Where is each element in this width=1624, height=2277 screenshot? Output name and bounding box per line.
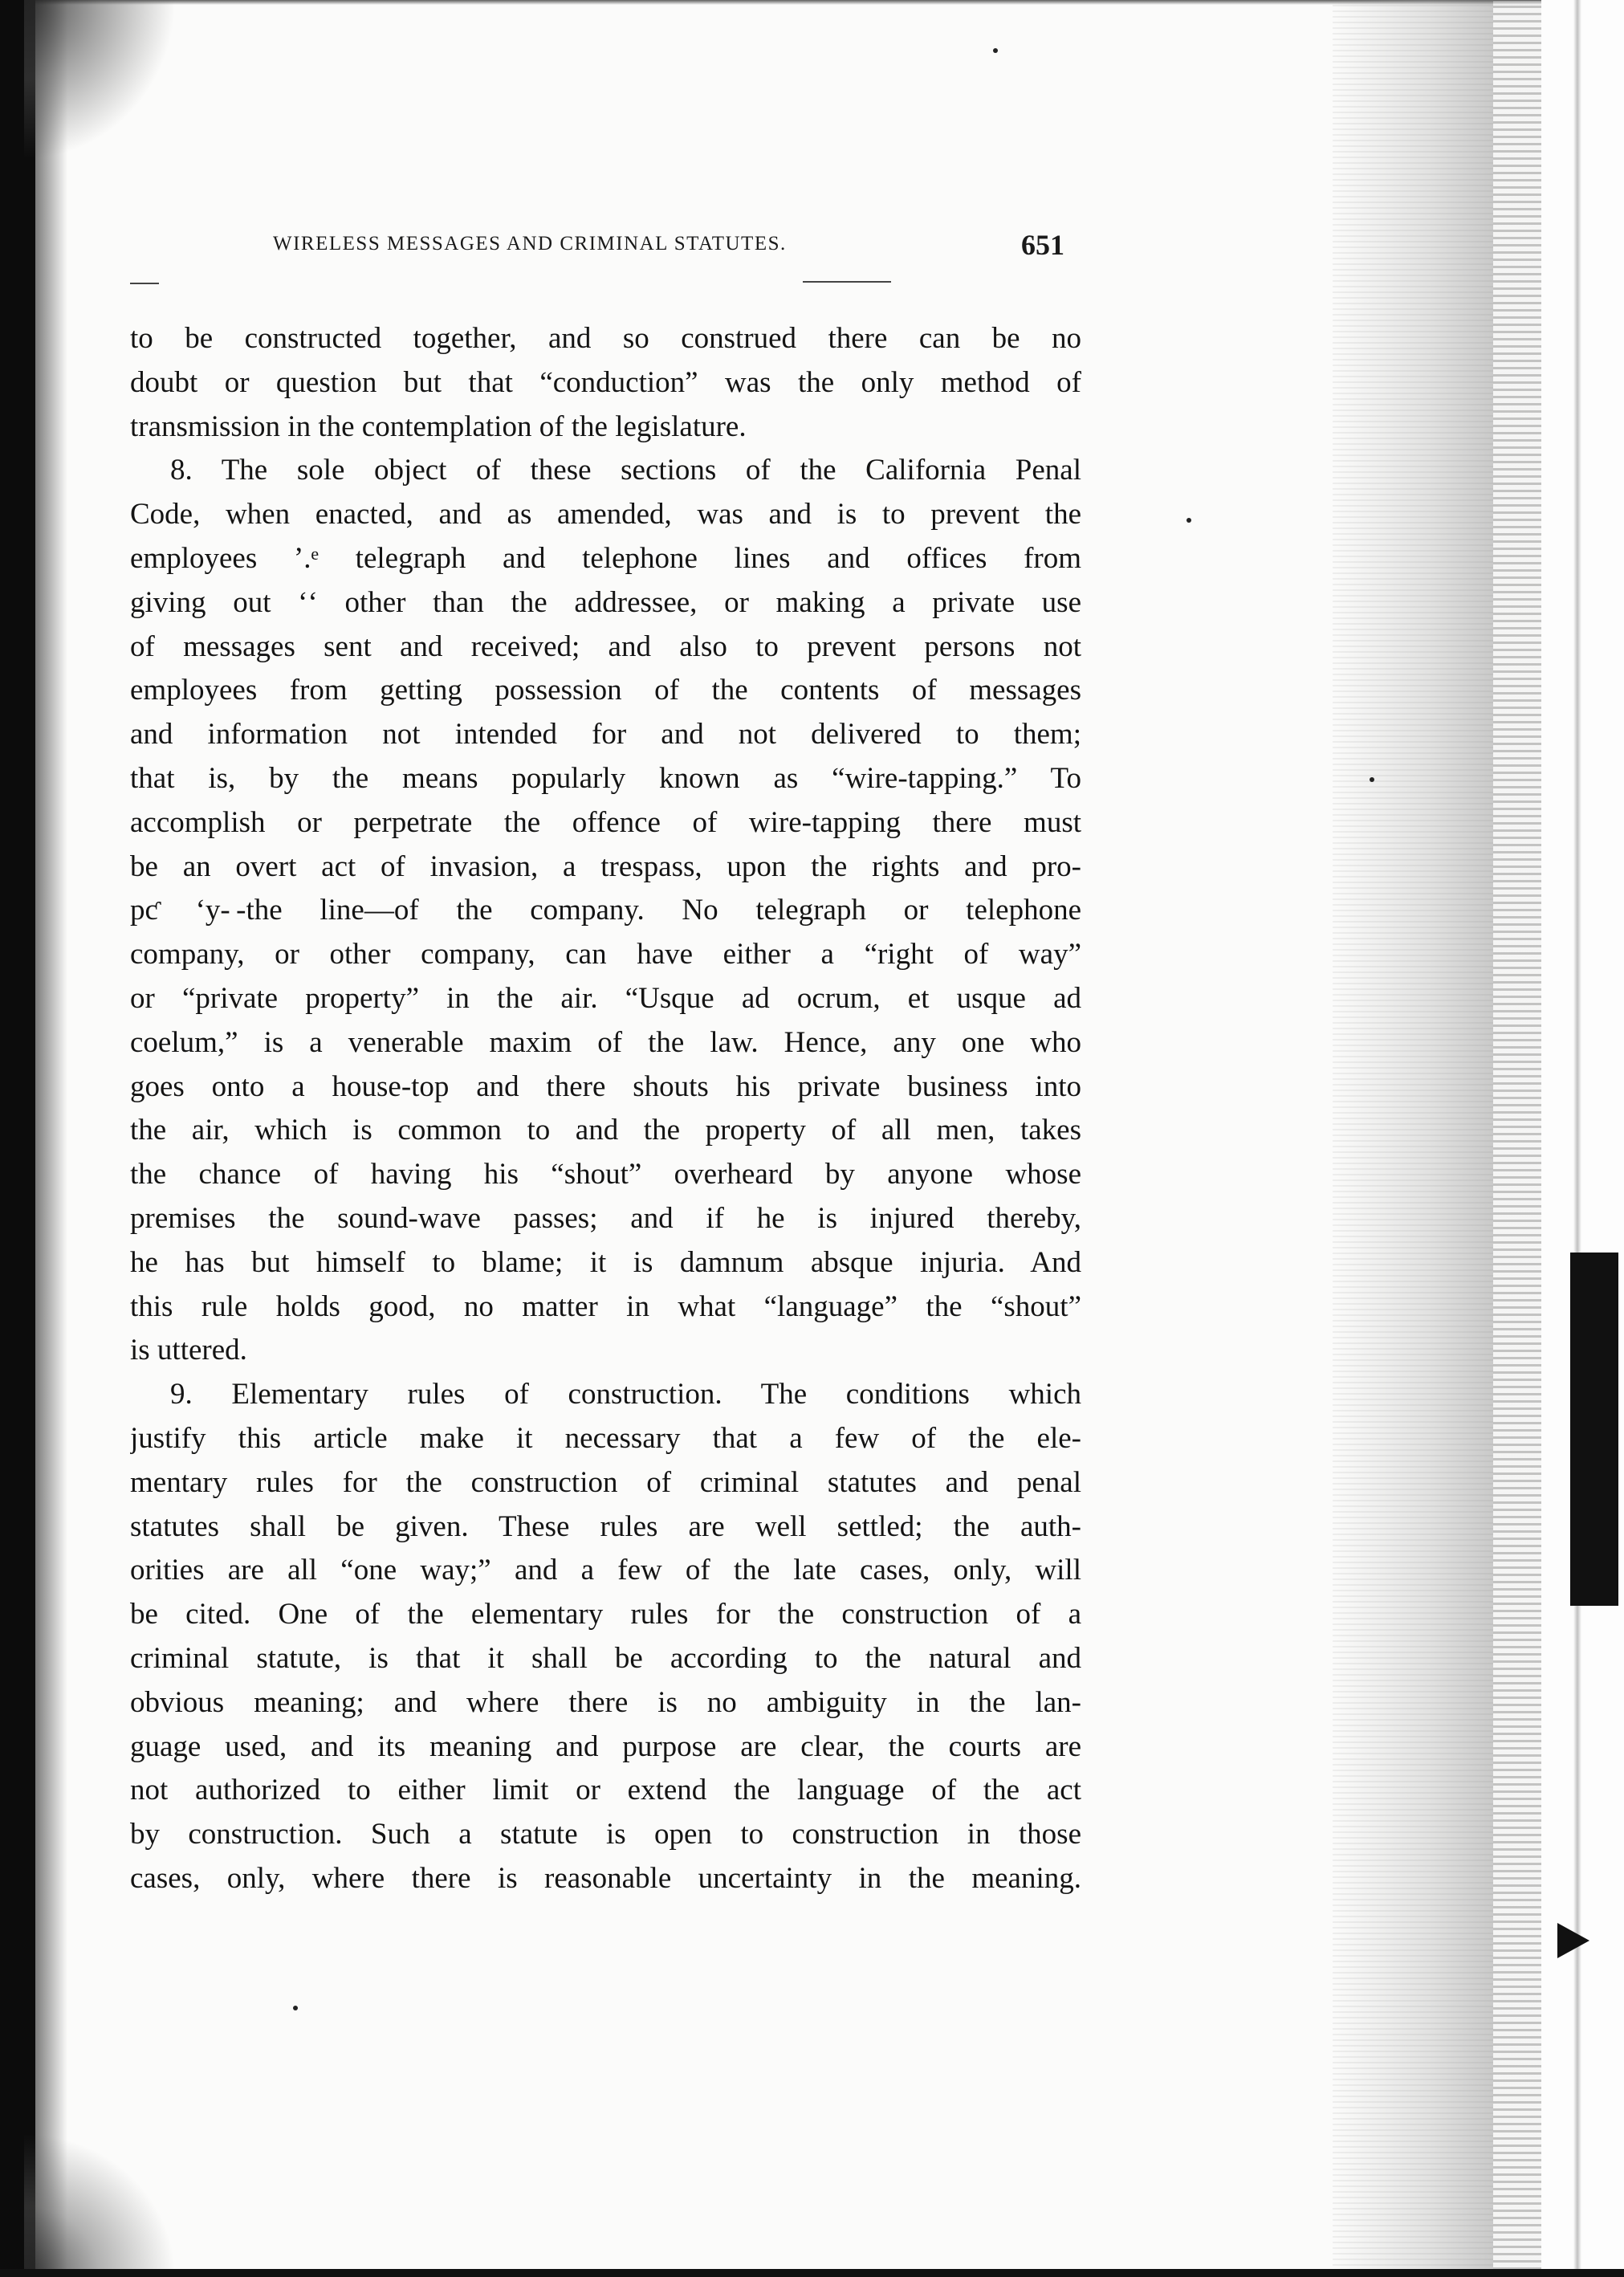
paragraph-continuation	[130, 317, 1081, 449]
text-line: orities are all “one way;” and a few of the late cases, only, will	[130, 1554, 1081, 1587]
text-line: statutes shall be given. These rules are well settled; the auth-	[130, 1509, 1081, 1543]
scan-corner-smudge-top	[24, 0, 177, 161]
text-line: pƈ ‘y- -the line—of the company. No telegraph or telephone	[130, 894, 1081, 927]
paragraph-section-9	[130, 1373, 1081, 1901]
text-line: 9. Elementary rules of construction. The conditions which	[170, 1378, 1081, 1411]
paragraph-section-8	[130, 449, 1081, 1373]
text-line: 8. The sole object of these sections of the California Penal	[170, 454, 1081, 487]
text-line: coelum,” is a venerable maxim of the law. Hence, any one who	[130, 1025, 1081, 1059]
text-line: transmission in the contemplation of the legislature.	[130, 409, 747, 443]
text-line: criminal statute, is that it shall be according to the natural and	[130, 1641, 1081, 1675]
scan-left-binding-shadow	[0, 0, 35, 2277]
text-line: giving out ‘ʻ other than the addressee, or making a private use	[130, 585, 1081, 619]
text-line: accomplish or perpetrate the offence of wire-tapping there must	[130, 805, 1081, 839]
text-line: employees from getting possession of the contents of messages	[130, 674, 1081, 707]
text-line: and information not intended for and not delivered to them;	[130, 718, 1081, 752]
text-line: by construction. Such a statute is open to construction in those	[130, 1818, 1081, 1851]
text-line: premises the sound-wave passes; and if he is injured thereby,	[130, 1201, 1081, 1235]
text-line: not authorized to either limit or extend the language of the act	[130, 1774, 1081, 1807]
text-line: he has but himself to blame; it is damnum absque injuria. And	[130, 1245, 1081, 1279]
text-line: the air, which is common to and the property of all men, takes	[130, 1114, 1081, 1147]
text-line: be cited. One of the elementary rules for the construction of a	[130, 1598, 1081, 1631]
scan-left-shadow-fade	[35, 0, 67, 2277]
text-line: that is, by the means popularly known as “wire-tapping.” To	[130, 761, 1081, 795]
text-line: employees ’.ᵉ telegraph and telephone lines and offices from	[130, 541, 1081, 575]
text-line: Code, when enacted, and as amended, was and is to prevent the	[130, 498, 1081, 532]
text-line: of messages sent and received; and also to prevent persons not	[130, 629, 1081, 663]
scan-arrow-mark	[1557, 1923, 1589, 1958]
header-rule	[130, 283, 159, 284]
text-line: mentary rules for the construction of criminal statutes and penal	[130, 1465, 1081, 1499]
text-line: is uttered.	[130, 1334, 247, 1367]
text-line: goes onto a house-top and there shouts his private business into	[130, 1069, 1081, 1103]
page-number: 651	[1021, 229, 1064, 261]
scan-corner-smudge-bottom	[24, 2132, 177, 2277]
text-line: cases, only, where there is reasonable uncertainty in the meaning.	[130, 1861, 1081, 1895]
scan-speck	[293, 2006, 298, 2010]
text-line: or “private property” in the air. “Usque ad ocrum, et usque ad	[130, 981, 1081, 1015]
text-line: be an overt act of invasion, a trespass, upon the rights and pro-	[130, 849, 1081, 883]
scan-speck	[1186, 518, 1191, 523]
scan-speck	[993, 48, 998, 53]
scan-speck	[1370, 777, 1374, 782]
text-line: company, or other company, can have either a “right of way”	[130, 938, 1081, 971]
text-line: this rule holds good, no matter in what “language” the “shout”	[130, 1289, 1081, 1323]
body-text	[130, 317, 1081, 1901]
text-line: the chance of having his “shout” overheard by anyone whose	[130, 1158, 1081, 1191]
text-line: justify this article make it necessary that a few of the ele-	[130, 1421, 1081, 1455]
scan-right-dark-bar	[1570, 1253, 1618, 1606]
scan-bottom-edge	[0, 2269, 1624, 2277]
scan-right-strip-noise	[1493, 0, 1541, 2277]
text-line: guage used, and its meaning and purpose are clear, the courts are	[130, 1729, 1081, 1763]
text-line: to be constructed together, and so construed there can be no	[130, 322, 1081, 355]
header-rule	[803, 281, 891, 283]
scan-right-gutter-noise	[1333, 0, 1493, 2277]
text-line: obvious meaning; and where there is no ambiguity in the lan-	[130, 1685, 1081, 1719]
text-line: doubt or question but that “conduction” was the only method of	[130, 365, 1081, 399]
running-head-title: WIRELESS MESSAGES AND CRIMINAL STATUTES.	[273, 233, 787, 255]
